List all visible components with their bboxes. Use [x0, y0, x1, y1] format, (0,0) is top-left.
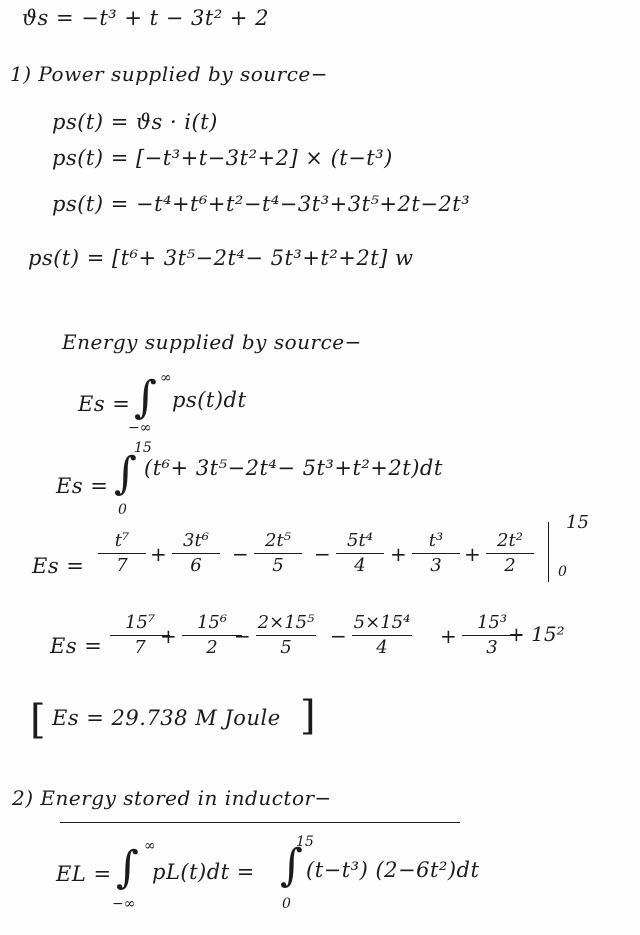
energy-integrand-2: (t⁶+ 3t⁵−2t⁴− 5t³+t²+2t)dt [144, 456, 443, 480]
power-result-equation: ps(t) = [t⁶+ 3t⁵−2t⁴− 5t³+t²+2t] w [28, 246, 414, 270]
evaluation-lower-limit: 0 [558, 564, 567, 580]
energy-label-4: Es = [50, 634, 103, 658]
integral-sign-2: ∫ [114, 448, 137, 499]
section-1-heading: 1) Power supplied by source− [10, 62, 328, 86]
evaluated-fraction-bar-3 [352, 635, 412, 636]
power-substitution-equation: ps(t) = [−t³+t−3t²+2] × (t−t³) [52, 146, 393, 170]
antiderivative-fraction-bar-1 [172, 553, 220, 554]
integral-upper-limit-3: ∞ [144, 838, 156, 854]
antiderivative-fraction-0 [98, 530, 146, 577]
evaluated-fraction-bar-2 [256, 635, 316, 636]
antiderivative-fraction-bar-2 [254, 553, 302, 554]
section-2-heading: 2) Energy stored in inductor− [12, 786, 332, 810]
antiderivative-sign-4: + [390, 542, 407, 566]
integral-sign-1: ∫ [134, 372, 157, 423]
antiderivative-fraction-2 [254, 530, 302, 577]
antiderivative-denominator-2: 5 [272, 555, 284, 576]
antiderivative-sign-1: + [150, 542, 167, 566]
evaluated-numerator-3: 5×15⁴ [353, 612, 411, 633]
evaluated-denominator-0: 7 [134, 637, 146, 658]
evaluated-fraction-2 [256, 612, 316, 659]
power-expansion-equation: ps(t) = −t⁴+t⁶+t²−t⁴−3t³+3t⁵+2t−2t³ [52, 192, 471, 216]
inductor-energy-integrand: (t−t³) (2−6t²)dt [306, 858, 480, 882]
evaluated-fraction-3 [352, 612, 412, 659]
inductor-energy-mid: pL(t)dt = [152, 860, 255, 884]
evaluated-denominator-2: 5 [280, 637, 292, 658]
antiderivative-denominator-4: 3 [430, 555, 442, 576]
integral-lower-limit-2: 0 [118, 502, 127, 518]
integral-upper-limit-1: ∞ [160, 370, 172, 386]
antiderivative-numerator-0: t⁷ [114, 530, 130, 551]
antiderivative-sign-3: − [314, 542, 331, 566]
evaluation-bar [548, 522, 549, 582]
power-definition-equation: ps(t) = ϑs · i(t) [52, 110, 218, 134]
antiderivative-sign-2: − [232, 542, 249, 566]
evaluated-denominator-4: 3 [486, 637, 498, 658]
inductor-energy-label: EL = [56, 862, 112, 886]
evaluated-sign-4: + [440, 624, 457, 648]
antiderivative-denominator-3: 4 [354, 555, 366, 576]
evaluation-upper-limit: 15 [566, 512, 589, 533]
integral-upper-limit-2: 15 [134, 440, 152, 456]
energy-label-1: Es = [78, 392, 131, 416]
evaluated-sign-2: − [234, 624, 251, 648]
source-voltage-equation: ϑs = −t³ + t − 3t² + 2 [22, 6, 270, 30]
energy-integrand-1: ps(t)dt [172, 388, 247, 412]
energy-label-3: Es = [32, 554, 85, 578]
evaluated-numerator-2: 2×15⁵ [257, 612, 315, 633]
antiderivative-numerator-1: 3t⁶ [183, 530, 209, 551]
antiderivative-numerator-5: 2t² [497, 530, 523, 551]
antiderivative-numerator-4: t³ [428, 530, 444, 551]
evaluated-numerator-4: 15³ [476, 612, 508, 633]
antiderivative-fraction-3 [336, 530, 384, 577]
antiderivative-sign-5: + [464, 542, 481, 566]
evaluated-fraction-bar-1 [182, 635, 242, 636]
energy-final-result: Es = 29.738 M Joule [52, 706, 281, 730]
evaluated-sign-3: − [330, 624, 347, 648]
evaluated-denominator-3: 4 [376, 637, 388, 658]
section-2-underline [60, 822, 460, 823]
evaluated-tail-term: + 15² [508, 622, 565, 646]
integral-lower-limit-3: −∞ [112, 896, 136, 912]
integral-lower-limit-1: −∞ [128, 420, 152, 436]
antiderivative-denominator-1: 6 [190, 555, 202, 576]
antiderivative-fraction-bar-5 [486, 553, 534, 554]
integral-sign-3: ∫ [116, 842, 139, 893]
antiderivative-fraction-5 [486, 530, 534, 577]
evaluated-denominator-1: 2 [206, 637, 218, 658]
energy-supplied-heading: Energy supplied by source− [62, 330, 362, 354]
antiderivative-numerator-3: 5t⁴ [347, 530, 373, 551]
antiderivative-fraction-4 [412, 530, 460, 577]
result-left-bracket: [ [30, 697, 46, 743]
integral-sign-4: ∫ [280, 840, 303, 891]
evaluated-numerator-0: 15⁷ [124, 612, 156, 633]
integral-upper-limit-4: 15 [296, 834, 314, 850]
result-right-bracket: ] [300, 693, 316, 739]
antiderivative-numerator-2: 2t⁵ [265, 530, 291, 551]
antiderivative-fraction-bar-4 [412, 553, 460, 554]
evaluated-fraction-1 [182, 612, 242, 659]
antiderivative-fraction-bar-0 [98, 553, 146, 554]
antiderivative-fraction-1 [172, 530, 220, 577]
integral-lower-limit-4: 0 [282, 896, 291, 912]
antiderivative-denominator-5: 2 [504, 555, 516, 576]
evaluated-sign-1: + [160, 624, 177, 648]
antiderivative-denominator-0: 7 [116, 555, 128, 576]
antiderivative-fraction-bar-3 [336, 553, 384, 554]
energy-label-2: Es = [56, 474, 109, 498]
evaluated-numerator-1: 15⁶ [196, 612, 228, 633]
